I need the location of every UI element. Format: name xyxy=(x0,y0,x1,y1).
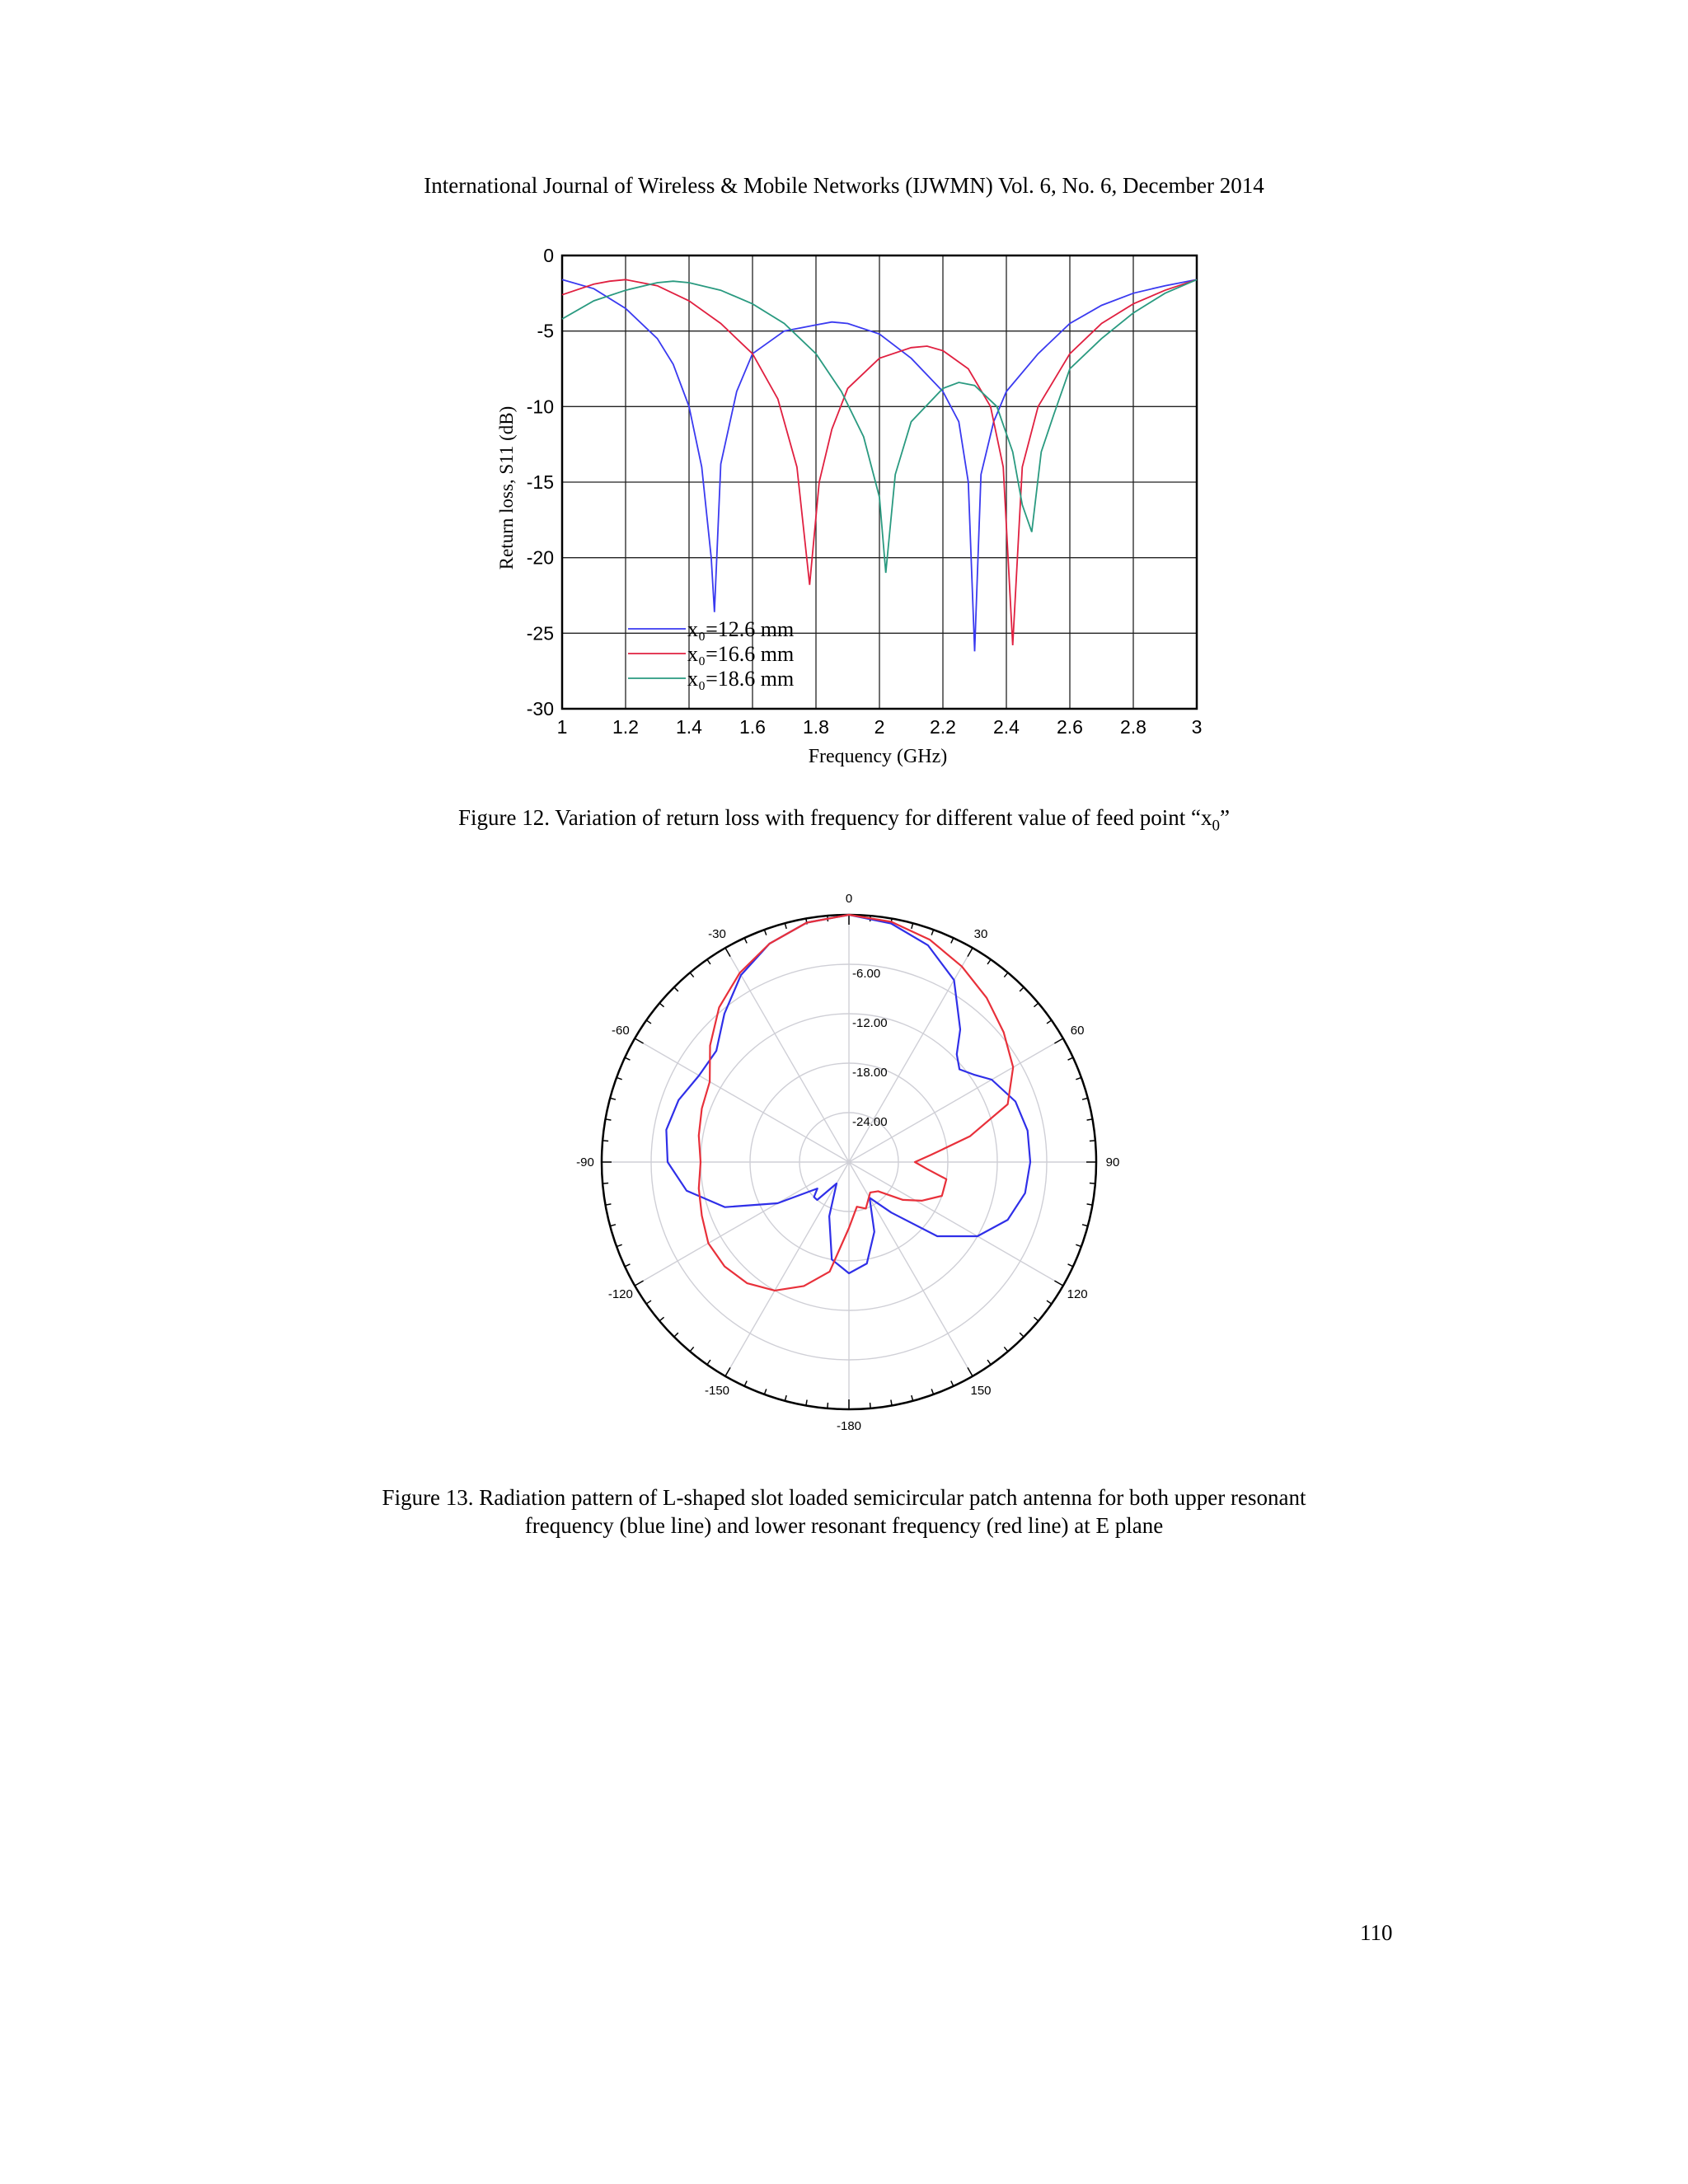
polar-tick xyxy=(635,1281,643,1286)
polar-tick xyxy=(707,1360,710,1365)
figure-12-caption-close-quote: ” xyxy=(1220,805,1230,830)
polar-spoke xyxy=(725,948,849,1162)
polar-tick xyxy=(707,959,710,964)
polar-tick xyxy=(951,938,954,943)
angle-label: 0 xyxy=(845,892,853,906)
angle-label: -180 xyxy=(836,1419,862,1433)
y-tick-label: -25 xyxy=(526,622,554,644)
polar-tick xyxy=(1076,1244,1081,1246)
polar-tick xyxy=(785,1395,786,1401)
polar-tick xyxy=(690,972,693,977)
angle-label: -120 xyxy=(607,1287,633,1301)
legend-label-2: x₀=16.6 mm xyxy=(687,642,795,666)
figure-13-caption-line1: Figure 13. Radiation pattern of L-shaped slot loaded semicircular patch antenna for both upper resonant xyxy=(382,1485,1306,1510)
polar-grid xyxy=(602,915,1096,1409)
polar-tick xyxy=(1004,972,1007,977)
y-tick-label: -10 xyxy=(526,396,554,418)
polar-tick xyxy=(1054,1281,1062,1286)
polar-tick xyxy=(764,1389,766,1394)
y-axis-label: Return loss, S11 (dB) xyxy=(496,405,517,570)
figure-12-caption xyxy=(0,804,1688,840)
polar-tick xyxy=(1020,1333,1024,1337)
x-tick-label: 2.2 xyxy=(930,716,956,738)
angle-label: -150 xyxy=(704,1384,730,1399)
polar-tick xyxy=(1082,1225,1088,1226)
polar-tick xyxy=(968,1367,973,1376)
polar-tick xyxy=(764,930,766,935)
x-tick-label: 1.4 xyxy=(676,716,702,738)
polar-tick xyxy=(674,1333,678,1337)
x-tick-label: 1 xyxy=(556,716,568,738)
polar-tick xyxy=(1082,1098,1088,1099)
polar-tick xyxy=(1034,1317,1038,1320)
polar-tick xyxy=(674,987,678,991)
radiation-pattern-chart xyxy=(560,882,1137,1459)
polar-tick xyxy=(610,1098,616,1099)
x-tick-label: 1.6 xyxy=(739,716,766,738)
polar-series xyxy=(666,915,1030,1291)
polar-tick xyxy=(870,1403,871,1408)
polar-tick xyxy=(625,1057,630,1060)
polar-spoke xyxy=(635,1162,849,1286)
polar-tick xyxy=(725,948,730,956)
polar-tick xyxy=(987,1360,991,1365)
running-header: International Journal of Wireless & Mobile Networks (IJWMN) Vol. 6, No. 6, December 2014 xyxy=(424,173,1264,198)
return-loss-chart xyxy=(478,231,1220,775)
polar-tick xyxy=(1020,987,1024,991)
x-tick-label: 2.6 xyxy=(1057,716,1083,738)
polar-tick xyxy=(646,1020,651,1024)
x-tick-label: 2 xyxy=(874,716,885,738)
polar-tick xyxy=(912,1395,913,1401)
x-tick-label: 2.4 xyxy=(993,716,1020,738)
polar-tick xyxy=(1034,1003,1038,1006)
angle-label: 30 xyxy=(973,926,988,941)
x-tick-label: 1.8 xyxy=(803,716,829,738)
polar-tick xyxy=(1004,1347,1007,1351)
polar-tick xyxy=(931,930,933,935)
angle-label: 60 xyxy=(1070,1024,1085,1038)
polar-tick xyxy=(625,1264,630,1267)
radial-label: -12.00 xyxy=(852,1016,888,1030)
angle-label: -30 xyxy=(708,926,726,941)
polar-tick xyxy=(931,1389,933,1394)
angle-label: -60 xyxy=(612,1024,630,1038)
polar-tick xyxy=(659,1317,663,1320)
figure-12-caption-text: Figure 12. Variation of return loss with frequency for different value of feed point “x xyxy=(458,805,1212,830)
y-tick-label: -30 xyxy=(526,698,554,719)
x-tick-label: 1.2 xyxy=(612,716,639,738)
y-tick-label: -15 xyxy=(526,471,554,493)
radial-label: -24.00 xyxy=(852,1115,888,1129)
figure-13-caption-line2: frequency (blue line) and lower resonant frequency (red line) at E plane xyxy=(524,1513,1164,1538)
polar-tick xyxy=(1090,1183,1095,1184)
x-axis-label: Frequency (GHz) xyxy=(808,746,948,767)
polar-tick xyxy=(1068,1264,1073,1267)
polar-tick xyxy=(744,938,747,943)
polar-tick xyxy=(912,923,913,929)
polar-tick xyxy=(1068,1057,1073,1060)
polar-tick xyxy=(603,1183,608,1184)
angle-label: 90 xyxy=(1105,1155,1120,1169)
polar-tick xyxy=(617,1077,622,1079)
chart-legend xyxy=(628,617,794,691)
polar-tick xyxy=(635,1038,643,1043)
legend-label-3: x₀=18.6 mm xyxy=(687,667,795,691)
y-tick-label: 0 xyxy=(543,245,554,266)
radial-label: -6.00 xyxy=(852,967,881,981)
x-tick-label: 2.8 xyxy=(1120,716,1146,738)
polar-tick xyxy=(951,1381,954,1386)
polar-tick xyxy=(744,1381,747,1386)
polar-tick xyxy=(785,923,786,929)
polar-tick xyxy=(1076,1077,1081,1079)
polar-tick xyxy=(1054,1038,1062,1043)
polar-spoke xyxy=(849,1162,973,1376)
polar-tick xyxy=(646,1301,651,1304)
polar-tick xyxy=(1047,1020,1052,1024)
angle-label: 120 xyxy=(1067,1287,1088,1301)
page-number: 110 xyxy=(1360,1920,1393,1945)
polar-tick xyxy=(725,1367,730,1376)
polar-tick xyxy=(987,959,991,964)
figure-12-caption-subscript: 0 xyxy=(1212,817,1220,835)
polar-tick xyxy=(617,1244,622,1246)
polar-tick xyxy=(610,1225,616,1226)
polar-spoke xyxy=(849,1162,1063,1286)
y-tick-label: -20 xyxy=(526,546,554,569)
radial-label: -18.00 xyxy=(852,1066,888,1080)
polar-tick xyxy=(690,1347,693,1351)
legend-label-1: x₀=12.6 mm xyxy=(687,617,795,641)
polar-tick xyxy=(1047,1301,1052,1304)
angle-label: 150 xyxy=(970,1384,992,1399)
x-tick-label: 3 xyxy=(1191,716,1203,738)
angle-label: -90 xyxy=(576,1155,594,1169)
y-tick-label: -5 xyxy=(537,320,554,342)
chart-tick-labels xyxy=(527,245,1203,738)
figure-13-caption xyxy=(0,1483,1688,1540)
pattern-line-1 xyxy=(666,915,1030,1273)
polar-tick xyxy=(659,1003,663,1006)
polar-tick xyxy=(968,948,973,956)
